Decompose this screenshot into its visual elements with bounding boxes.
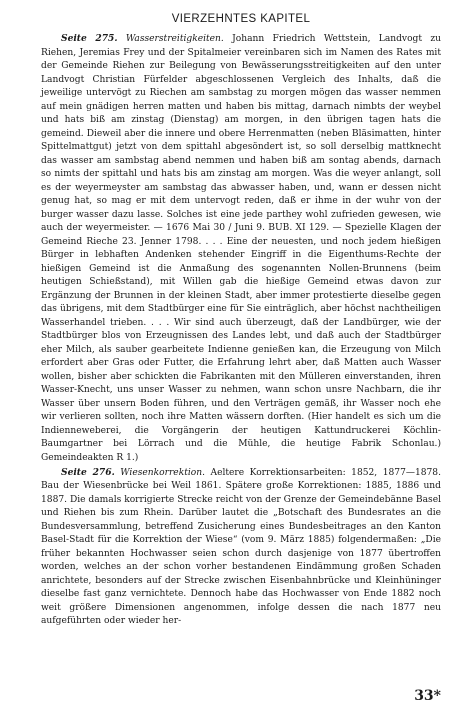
book-page [41, 12, 441, 702]
page-reference: Seite 275. [61, 33, 118, 44]
section-topic: Wasserstreitigkeiten. [125, 34, 224, 44]
section-paragraph-seite-276 [41, 466, 441, 629]
section-body: Aeltere Korrektionsarbeiten: 1852, 1877—1878. Bau der Wiesenbrücke bei Weil 1861. Spätere große Korrektionen: 1885, 1886 und 1887. Die damals korrigierte Strecke reicht von der Grenze der Gemeindebänne Basel und Riehen bis zum Rhein. Darüber lautet die „Botschaft des Bundesrates an die Bundesversammlung, betreffend Zusicherung eines Bundesbeitrages an den Kanton Basel-Stadt für die Korrektion der Wiese“ (vom 9. März 1885) folgendermaßen: „Die früher bekannten Hochwasser seien schon durch dasjenige von 1877 übertroffen worden, welches an der schon vorher bestandenen Eindämmung großen Schaden anrichtete, besonders auf der Strecke zwischen Eisenbahnbrücke und Kleinhüninger dieselbe fast ganz vernichtete. Dennoch habe das Hochwasser von Ende 1882 noch weit größere Dimensionen angenommen, infolge dessen die nach 1877 neu aufgeführten oder wieder her- [41, 467, 441, 627]
page-reference: Seite 276. [61, 466, 115, 478]
section-body: Johann Friedrich Wettstein, Landvogt zu Riehen, Jeremias Frey und der Spitalmeier vereinbaren sich im Namen des Rates mit der Gemeinde Riehen zur Beilegung von Bewässerungsstreitigkeiten auf den unter Landvogt Christian Fürfelder abgeschlossenen Vergleich des Inhalts, daß die jeweilige untervögt zu Riechen am sambstag zu morgen mögen das wasser nemmen auf mein gnädigen herren matten und haben bis mittag, darnach nimbts der weybel und hats biß am zinstag (Dienstag) am morgen, in den übrigen tagen hats die gemeind. Dieweil aber die innere und obere Herrenmatten (neben Bläsimatten, hinter Spittelmattgut) jetzt von dem spittahl abgesöndert ist, so soll derselbig mattknecht das wasser am sambstag abend nemmen und haben biß am sontag abends, darnach so nimts der spittahl und hats bis am zinstag am morgen. Was die weyer anlangt, soll es der weyermeyster am sambstag das abwasser haben, und, wann er dessen nicht genug hat, so mag er mit dem untervogt reden, daß er ihme in der wuhr von der burger wasser dazu lasse. Solches ist eine jede parthey wohl zufrieden gewesen, wie auch der weyermeister. — 1676 Mai 30 / Juni 9. BUB. XI 129. — Spezielle Klagen der Gemeind Rieche 23. Jenner 1798. . . . Eine der neuesten, und noch jedem hießigen Bürger in lebhaften Andenken stehender Eingriff in die Eigenthums-Rechte der hießigen Gemeind ist die Anmaßung des sogenannten Nollen-Brunnens (beim heutigen Schießstand), mit Willen gab die hießige Gemeind etwas davon zur Ergänzung der Brunnen in der kleinen Stadt, aber immer protestierte dieselbe gegen das übrigens, mit dem Stadtbürger eine für Sie einträglich, aber höchst nachtheiligen Wasserhandel trieben. . . . Wir sind auch überzeugt, daß der Landbürger, wie der Stadtbürger blos von Erzeugnissen des Landes lebt, und daß auch der Stadtbürger eher Milch, als sauber gearbeitete Indienne genießen kan, die Erzeugung von Milch erfordert aber Gras oder Futter, die Erfahrung lehrt aber, daß Matten auch Wasser wollen, bisher aber schickten die Fabrikanten mit den Mülleren einverstanden, ihren Wasser-Knecht, uns unser Wasser zu nehmen, wann schon unsre Nachbarn, die ihr Wasser über unsern Boden führen, und den Verträgen gemäß, ihr Wasser noch ehe wir verlieren sollten, noch ihre Matten wässern dorften. (Hier handelt es sich um die Indienneweberei, die Vorgängerin der heutigen Kattundruckerei Köchlin-Baumgartner bei Lörrach und die Mühle, die heutige Fabrik Schonlau.) Gemeindeakten R 1.) [41, 34, 441, 463]
section-topic: Wiesenkorrektion. [120, 467, 205, 478]
page-number: 33* [414, 688, 441, 704]
section-paragraph-seite-275 [41, 32, 441, 466]
chapter-title: VIERZEHNTES KAPITEL [171, 13, 311, 25]
